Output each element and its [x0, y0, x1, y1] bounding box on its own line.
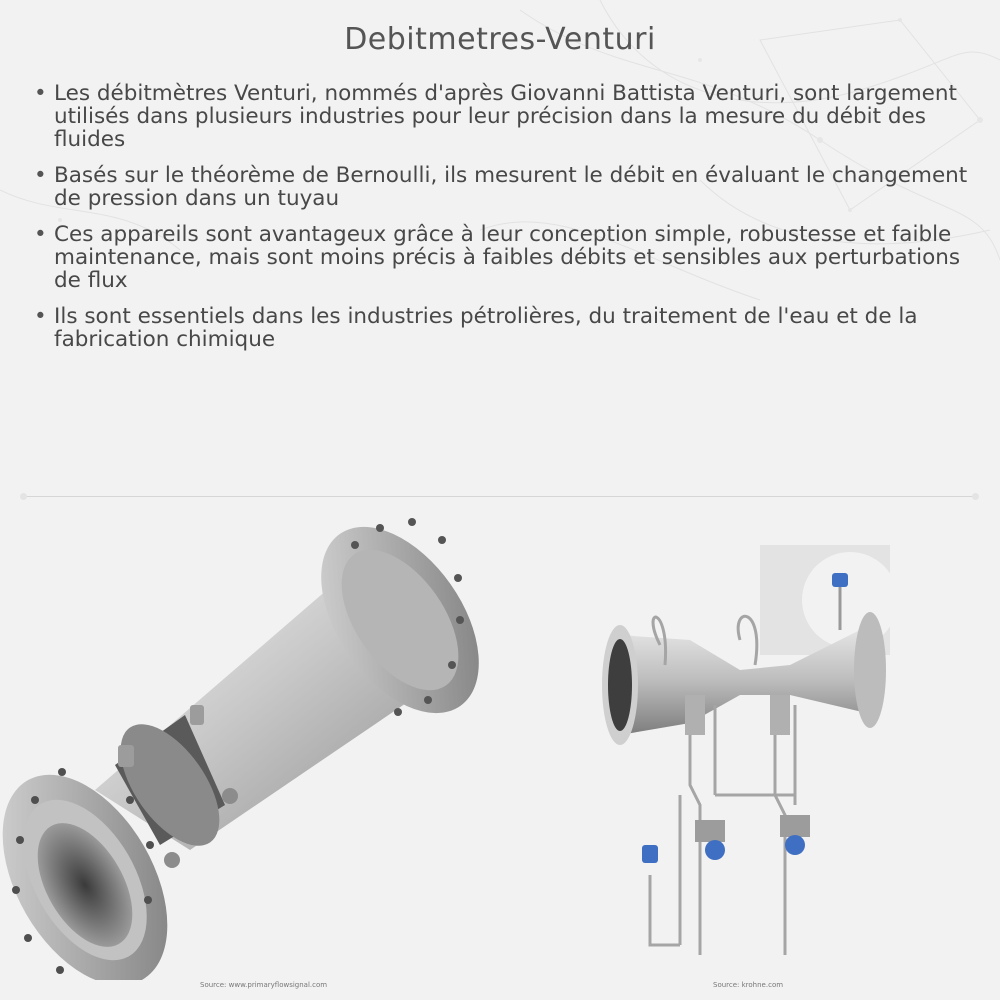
bullet-item: • Ils sont essentiels dans les industries pétrolières, du traitement de l'eau et de la fabrication chimique — [34, 305, 974, 351]
bullet-item: • Basés sur le théorème de Bernoulli, ils mesurent le débit en évaluant le changement de pression dans un tuyau — [34, 164, 974, 210]
venturi-meter-installation-image — [590, 545, 900, 975]
divider-dot — [972, 493, 979, 500]
image-source-left: Source: www.primaryflowsignal.com — [200, 981, 328, 989]
bullet-item: • Ces appareils sont avantageux grâce à leur conception simple, robustesse et faible maintenance, mais sont moins précis à faibles débits et sensibles aux perturbations de flux — [34, 223, 974, 292]
image-source-right: Source: krohne.com — [713, 981, 784, 989]
bullet-item: • Les débitmètres Venturi, nommés d'après Giovanni Battista Venturi, sont largement utilisés dans plusieurs industries pour leur précision dans la mesure du débit des fluides — [34, 82, 974, 151]
divider — [22, 496, 978, 497]
page-title: Debitmetres-Venturi — [344, 22, 656, 57]
divider-dot — [20, 493, 27, 500]
bullet-list — [34, 82, 974, 364]
venturi-tube-image — [0, 500, 480, 980]
